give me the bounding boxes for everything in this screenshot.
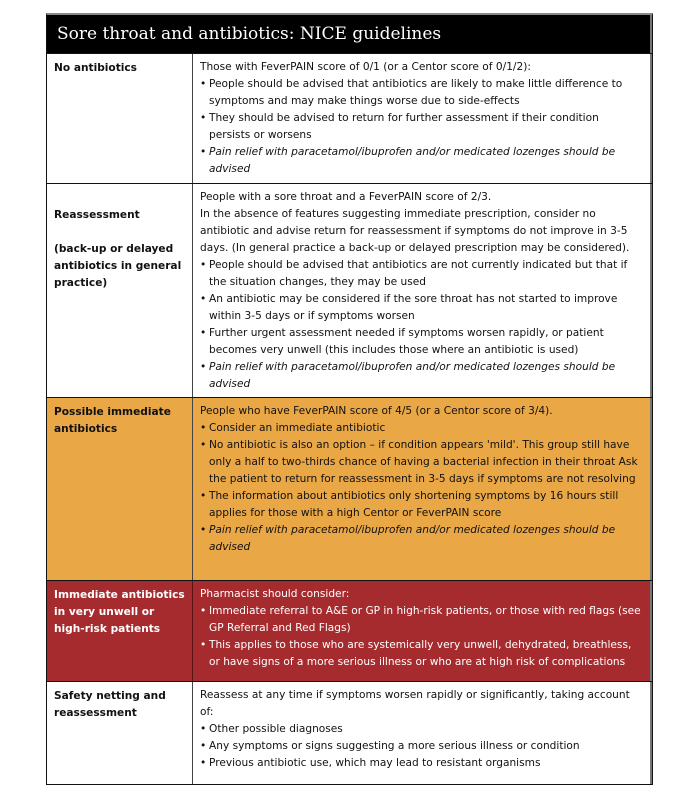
row-intro: Pharmacist should consider: [200, 588, 350, 600]
bullet-item: • Consider an immediate antibiotic [200, 420, 642, 437]
row-label-group [47, 184, 193, 397]
bullet-item: • People should be advised that antibiotics are not currently indicated but that if the situation changes, they may be used [200, 257, 642, 291]
guidelines-table [46, 13, 653, 785]
row-immediate [47, 580, 652, 681]
row-sublabel: (back-up or delayed antibiotics in general practice) [54, 243, 182, 289]
bullet-item: • This applies to those who are systemically very unwell, dehydrated, breathless, or have signs of a more serious illness or who are at high risk of complications [200, 637, 642, 671]
row-label: Reassessment [54, 209, 140, 221]
row-content [193, 581, 652, 681]
bullet-item: • Further urgent assessment needed if symptoms worsen rapidly, or patient becomes very unwell (this includes those where an antibiotic is used) [200, 325, 642, 359]
bullet-item: • Any symptoms or signs suggesting a more serious illness or condition [200, 738, 642, 755]
row-content [193, 398, 652, 580]
row-possible-immediate [47, 397, 652, 580]
row-label: No antibiotics [47, 54, 193, 183]
row-label: Possible immediate antibiotics [47, 398, 193, 580]
bullet-item: • The information about antibiotics only shortening symptoms by 16 hours still applies for those with a high Centor or FeverPAIN score [200, 488, 642, 522]
row-label: Safety netting and reassessment [47, 682, 193, 784]
bullet-item: • Previous antibiotic use, which may lead to resistant organisms [200, 755, 642, 772]
row-content [193, 184, 652, 397]
row-content [193, 682, 652, 784]
row-label: Immediate antibiotics in very unwell or high-risk patients [47, 581, 193, 681]
bullet-item: • Immediate referral to A&E or GP in high-risk patients, or those with red flags (see GP Referral and Red Flags) [200, 603, 642, 637]
row-safety-netting [47, 681, 652, 784]
bullet-item: • Pain relief with paracetamol/ibuprofen and/or medicated lozenges should be advised [200, 522, 642, 556]
bullet-item: • Pain relief with paracetamol/ibuprofen and/or medicated lozenges should be advised [200, 359, 642, 393]
row-reassessment [47, 183, 652, 397]
bullet-item: • Other possible diagnoses [200, 721, 642, 738]
row-intro: People who have FeverPAIN score of 4/5 (or a Centor score of 3/4). [200, 405, 553, 417]
row-intro: People with a sore throat and a FeverPAIN score of 2/3. [200, 191, 492, 203]
row-no-antibiotics [47, 53, 652, 183]
bullet-item: • No antibiotic is also an option – if condition appears 'mild'. This group still have only a half to two-thirds chance of having a bacterial infection in their throat Ask the patient to return for reassessment in 3-5 days if symptoms are not resolving [200, 437, 642, 488]
table-title: Sore throat and antibiotics: NICE guidelines [47, 15, 652, 53]
row-intro: Those with FeverPAIN score of 0/1 (or a Centor score of 0/1/2): [200, 61, 531, 73]
bullet-item: • Pain relief with paracetamol/ibuprofen and/or medicated lozenges should be advised [200, 144, 642, 178]
bullet-item: • An antibiotic may be considered if the sore throat has not started to improve within 3-5 days or if symptoms worsen [200, 291, 642, 325]
row-intro-2: In the absence of features suggesting immediate prescription, consider no antibiotic and advise return for reassessment if symptoms do not improve in 3-5 days. (In general practice a back-up or delayed prescription may be considered). [200, 208, 630, 254]
bullet-item: • They should be advised to return for further assessment if their condition persists or worsens [200, 110, 642, 144]
row-content [193, 54, 652, 183]
bullet-item: • People should be advised that antibiotics are likely to make little difference to symptoms and may make things worse due to side-effects [200, 76, 642, 110]
row-intro: Reassess at any time if symptoms worsen rapidly or significantly, taking account of: [200, 689, 630, 718]
